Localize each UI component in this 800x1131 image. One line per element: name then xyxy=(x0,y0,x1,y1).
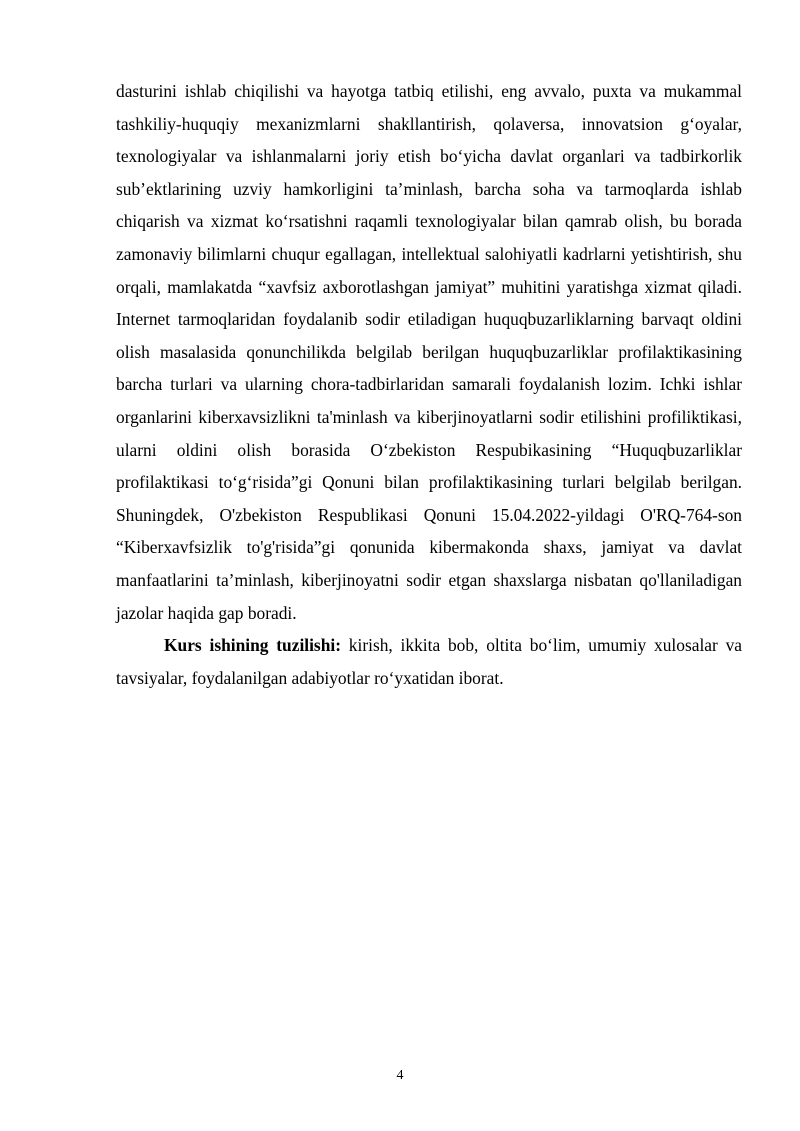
body-text xyxy=(116,75,742,694)
paragraph-lead-bold: Kurs ishining tuzilishi: xyxy=(164,635,341,656)
paragraph: dasturini ishlab chiqilishi va hayotga tatbiq etilishi, eng avvalo, puxta va mukammal tashkiliy-huquqiy mexanizmlarni shakllantirish, qolaversa, innovatsion g‘oyalar, texnologiyalar va ishlanmalarni joriy etish bo‘yicha davlat organlari va tadbirkorlik sub’ektlarining uzviy hamkorligini ta’minlash, barcha soha va tarmoqlarda ishlab chiqarish va xizmat ko‘rsatishni raqamli texnologiyalar bilan qamrab olish, bu borada zamonaviy bilimlarni chuqur egallagan, intellektual salohiyatli kadrlarni yetishtirish, shu orqali, mamlakatda “xavfsiz axborotlashgan jamiyat” muhitini yaratishga xizmat qiladi. Internet tarmoqlaridan foydalanib sodir etiladigan huquqbuzarliklarning barvaqt oldini olish masalasida qonunchilikda belgilab berilgan huquqbuzarliklar profilaktikasining barcha turlari va ularning chora-tadbirlaridan samarali foydalanish lozim. Ichki ishlar organlarini kiberxavsizlikni ta'minlash va kiberjinoyatlarni sodir etilishini profiliktikasi, ularni oldini olish borasida O‘zbekiston Respubikasining “Huquqbuzarliklar profilaktikasi to‘g‘risida”gi Qonuni bilan profilaktikasining turlari belgilab berilgan. Shuningdek, O'zbekiston Respublikasi Qonuni 15.04.2022-yildagi O'RQ-764-son “Kiberxavfsizlik to'g'risida”gi qonunida kibermakonda shaxs, jamiyat va davlat manfaatlarini ta’minlash, kiberjinoyatni sodir etgan shaxslarga nisbatan qo'llaniladigan jazolar haqida gap boradi. xyxy=(116,81,742,623)
paragraph-structure xyxy=(116,629,742,694)
page-number: 4 xyxy=(396,1068,404,1083)
paragraph-rest: kirish, ikkita bob, oltita bo‘lim, umumiy xulosalar va tavsiyalar, foydalanilgan adabiyotlar ro‘yxatidan iborat. xyxy=(116,635,742,688)
